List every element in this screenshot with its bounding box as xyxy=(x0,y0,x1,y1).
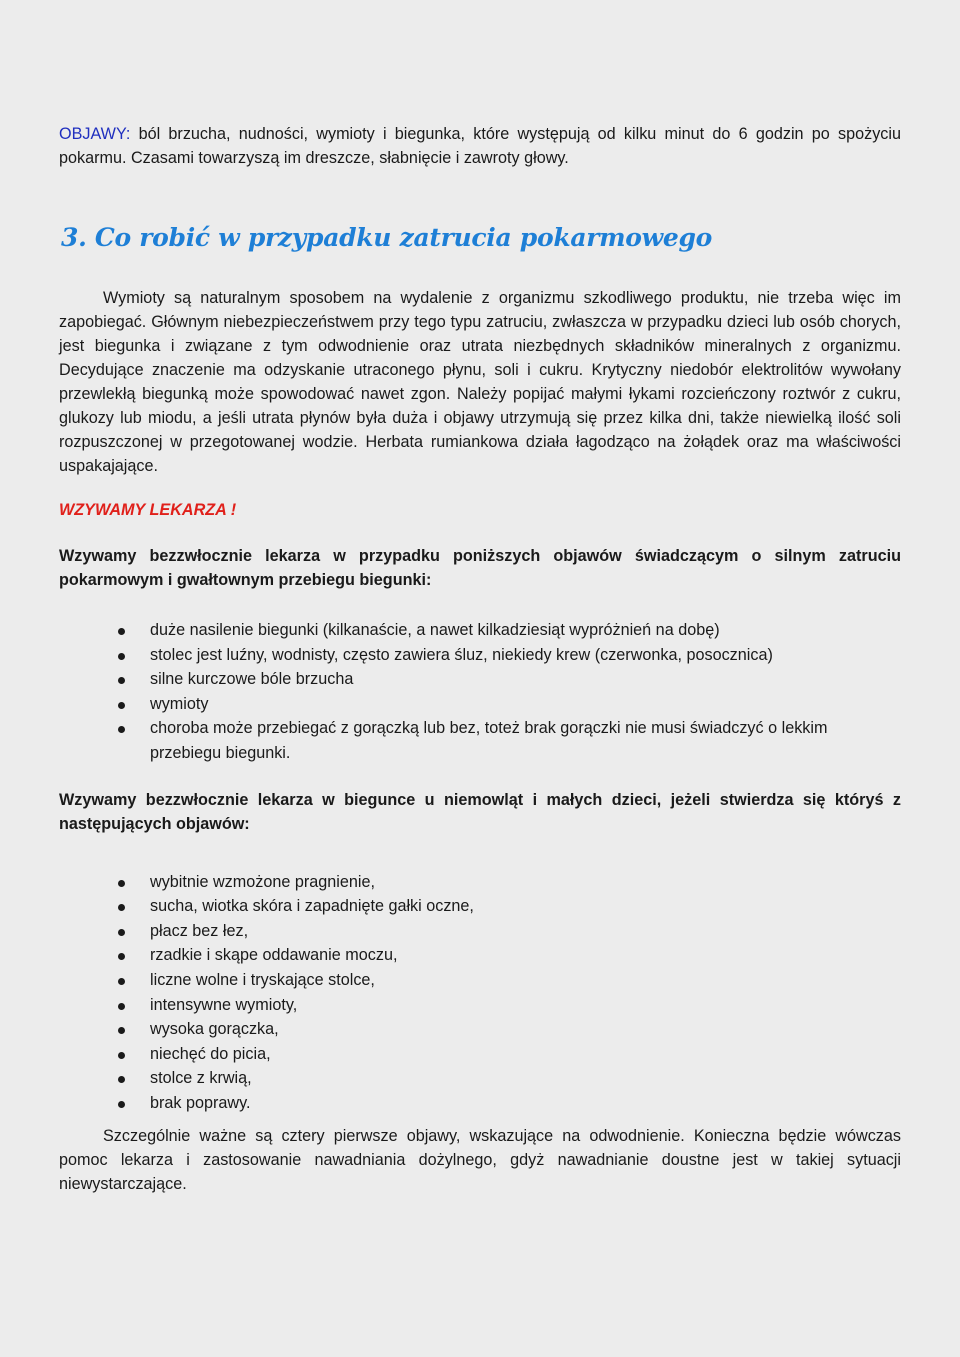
bullet-icon xyxy=(118,929,125,936)
bullet-icon xyxy=(118,677,125,684)
list-item: brak poprawy. xyxy=(150,1091,901,1116)
list-item: stolec jest luźny, wodnisty, często zawiera śluz, niekiedy krew (czerwonka, posocznica) xyxy=(150,643,901,668)
list-item: liczne wolne i tryskające stolce, xyxy=(150,968,901,993)
bullet-icon xyxy=(118,653,125,660)
bullet-icon xyxy=(118,1076,125,1083)
final-paragraph: Szczególnie ważne są cztery pierwsze objawy, wskazujące na odwodnienie. Konieczna będzie wówczas pomoc lekarza i zastosowanie nawadniania dożylnego, gdyż nawadnianie doustne jest w takiej sytuacji niewystarczające. xyxy=(59,1126,901,1193)
list-item: stolce z krwią, xyxy=(150,1066,901,1091)
list-item: intensywne wymioty, xyxy=(150,993,901,1018)
bullet-icon xyxy=(118,702,125,709)
bullet-icon xyxy=(118,1101,125,1108)
list-item: niechęć do picia, xyxy=(150,1042,901,1067)
list-item: choroba może przebiegać z gorączką lub bez, toteż brak gorączki nie musi świadczyć o lekkim przebiegu biegunki. xyxy=(150,716,901,765)
bullet-icon xyxy=(118,904,125,911)
bullet-icon xyxy=(118,1052,125,1059)
child-symptoms-heading: Wzywamy bezzwłocznie lekarza w biegunce u niemowląt i małych dzieci, jeżeli stwierdza się któryś z następujących objawów: xyxy=(59,790,901,833)
bullet-icon xyxy=(118,880,125,887)
bullet-icon xyxy=(118,628,125,635)
list-item: płacz bez łez, xyxy=(150,919,901,944)
bullet-icon xyxy=(118,953,125,960)
list-item: sucha, wiotka skóra i zapadnięte gałki oczne, xyxy=(150,894,901,919)
objawy-paragraph xyxy=(59,122,901,170)
section-heading: 3. Co robić w przypadku zatrucia pokarmowego xyxy=(61,223,713,252)
child-symptoms-list xyxy=(59,870,901,1116)
intro-paragraph: Wymioty są naturalnym sposobem na wydalenie z organizmu szkodliwego produktu, nie trzeba więc im zapobiegać. Głównym niebezpieczeństwem przy tego typu zatruciu, zwłaszcza w przypadku dzieci lub osób chorych, jest biegunka i związane z tym odwodnienie oraz utrata niezbędnych składników mineralnych z organizmu. Decydujące znaczenie ma odzyskanie utraconego płynu, soli i cukru. Krytyczny niedobór elektrolitów wywołany przewlekłą biegunką może spowodować nawet zgon. Należy popijać małymi łykami rozcieńczony roztwór z cukru, glukozy lub miodu, a jeśli utrata płynów była duża i objawy utrzymują się przez kilka dni, także niewielką ilość soli rozpuszczonej w przegotowanej wodzie. Herbata rumiankowa działa łagodząco na żołądek oraz ma właściwości uspakajające. xyxy=(59,289,901,475)
objawy-text: ból brzucha, nudności, wymioty i biegunka, które występują od kilku minut do 6 godzin po spożyciu pokarmu. Czasami towarzyszą im dreszcze, słabnięcie i zawroty głowy. xyxy=(59,125,901,167)
list-item: duże nasilenie biegunki (kilkanaście, a nawet kilkadziesiąt wypróżnień na dobę) xyxy=(150,618,901,643)
adult-symptoms-list xyxy=(59,618,901,766)
bullet-icon xyxy=(118,726,125,733)
adult-symptoms-heading: Wzywamy bezzwłocznie lekarza w przypadku poniższych objawów świadczącym o silnym zatruciu pokarmowym i gwałtownym przebiegu biegunki: xyxy=(59,547,901,589)
warning-heading: WZYWAMY LEKARZA ! xyxy=(59,501,237,519)
bullet-icon xyxy=(118,978,125,985)
objawy-label: OBJAWY: xyxy=(59,125,131,143)
list-item: wybitnie wzmożone pragnienie, xyxy=(150,870,901,895)
list-item: wymioty xyxy=(150,692,901,717)
list-item: rzadkie i skąpe oddawanie moczu, xyxy=(150,943,901,968)
bullet-icon xyxy=(118,1003,125,1010)
bullet-icon xyxy=(118,1027,125,1034)
list-item: silne kurczowe bóle brzucha xyxy=(150,667,901,692)
list-item: wysoka gorączka, xyxy=(150,1017,901,1042)
